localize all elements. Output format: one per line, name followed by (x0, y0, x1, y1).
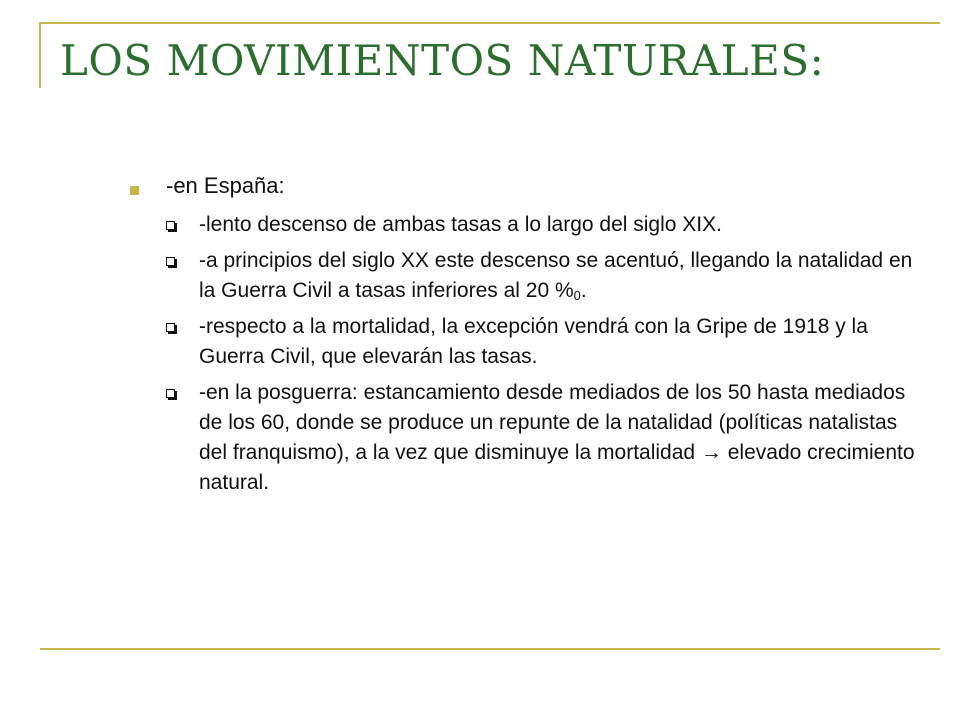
sub-bullet-text: -en la posguerra: estancamiento desde mediados de los 50 hasta mediados de los 60, donde se produce un repunte de la natalidad (políticas natalistas del franquismo), a la vez que disminuye la mortalidad → elevado crecimiento natural. (199, 380, 915, 494)
per-mille-subscript: 0 (573, 287, 581, 303)
left-accent-line (39, 22, 41, 88)
shadowed-square-bullet-icon (166, 221, 175, 230)
bottom-divider-line (40, 648, 940, 650)
sub-bullet-text: -a principios del siglo XX este descenso se acentuó, llegando la natalidad en la Guerra Civil a tasas inferiores al 20 % (199, 248, 913, 302)
bullet-label: -en España: (166, 173, 285, 198)
square-bullet-icon (130, 186, 139, 195)
top-divider-line (40, 22, 940, 24)
bullet-en-espana (130, 172, 920, 200)
shadowed-square-bullet-icon (166, 257, 175, 266)
sub-bullet-item (166, 246, 920, 306)
shadowed-square-bullet-icon (166, 323, 175, 332)
sub-bullet-item (166, 378, 920, 498)
sub-bullet-text: -lento descenso de ambas tasas a lo largo del siglo XIX. (199, 212, 722, 236)
slide-title: LOS MOVIMIENTOS NATURALES: (60, 36, 825, 85)
sub-bullet-text: -respecto a la mortalidad, la excepción vendrá con la Gripe de 1918 y la Guerra Civil, que elevarán las tasas. (199, 314, 868, 368)
sub-bullet-item (166, 210, 920, 240)
sub-bullet-item (166, 312, 920, 372)
shadowed-square-bullet-icon (166, 389, 175, 398)
slide-content (130, 172, 920, 504)
sub-bullet-list (166, 210, 920, 498)
sub-bullet-suffix: . (580, 278, 587, 302)
